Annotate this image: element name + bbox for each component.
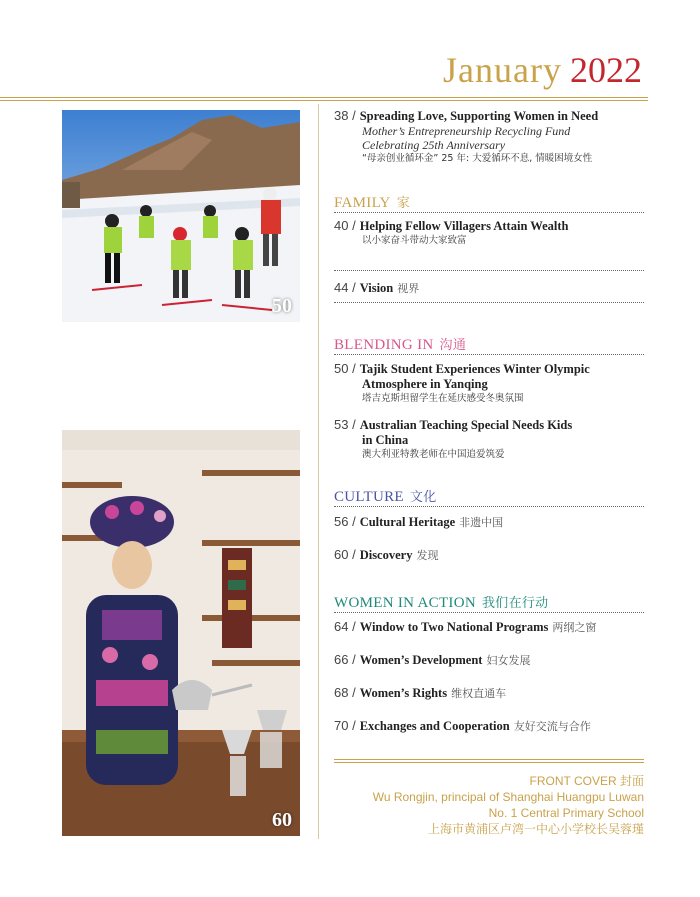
toc-entry-chinese: 澳大利亚特教老师在中国追爱筑爱	[362, 449, 505, 460]
toc-entry-title: Exchanges and Cooperation	[359, 719, 510, 733]
toc-page-number: 70 /	[334, 718, 356, 733]
section-blending-in	[334, 334, 644, 354]
toc-entry-44[interactable]	[334, 280, 644, 296]
toc-entry-title-cont: Atmosphere in Yanqing	[362, 377, 488, 391]
toc-entry-chinese: 发现	[416, 549, 439, 562]
toc-entry-title: Helping Fellow Villagers Attain Wealth	[359, 219, 569, 233]
cover-rule-thin	[334, 762, 644, 763]
cover-caption-chinese: 上海市黄浦区卢湾一中心小学校长吴蓉瑾	[427, 822, 644, 836]
section-title-chinese: 我们在行动	[481, 596, 549, 611]
toc-page-number: 44 /	[334, 280, 356, 295]
toc-entry-70[interactable]	[334, 718, 644, 734]
front-cover-label-en: FRONT COVER	[529, 774, 617, 788]
issue-month: January	[443, 50, 562, 90]
cover-rule	[334, 759, 644, 760]
toc-entry-title: Vision	[359, 281, 394, 295]
toc-entry-38[interactable]	[334, 108, 644, 166]
header-rule-thin	[0, 100, 648, 101]
toc-entry-title: Australian Teaching Special Needs Kids	[359, 418, 573, 432]
section-divider	[334, 612, 644, 613]
photo-woman-coffee	[62, 430, 300, 836]
toc-page-number: 38 /	[334, 108, 356, 123]
toc-entry-chinese: 非遗中国	[459, 516, 504, 529]
header-rule	[0, 97, 648, 98]
section-divider	[334, 506, 644, 507]
toc-entry-chinese: 两纲之窗	[552, 621, 597, 634]
toc-entry-title: Women’s Development	[359, 653, 483, 667]
toc-entry-title: Tajik Student Experiences Winter Olympic	[359, 362, 590, 376]
section-title-chinese: 家	[396, 196, 411, 211]
toc-entry-64[interactable]	[334, 619, 644, 635]
toc-entry-subtitle: Celebrating 25th Anniversary	[362, 138, 506, 152]
photo-page-number: 50	[272, 295, 292, 317]
section-title-chinese: 沟通	[439, 338, 467, 353]
toc-entry-chinese: “母亲创业循环金” 25 年: 大爱循环不息, 情暖困境女性	[362, 153, 593, 164]
toc-entry-68[interactable]	[334, 685, 644, 701]
toc-page-number: 50 /	[334, 361, 356, 376]
issue-year: 2022	[570, 50, 642, 90]
section-family	[334, 192, 644, 212]
toc-page-number: 53 /	[334, 417, 356, 432]
toc-entry-66[interactable]	[334, 652, 644, 668]
toc-entry-60[interactable]	[334, 547, 644, 563]
toc-entry-subtitle: Mother’s Entrepreneurship Recycling Fund	[362, 124, 571, 138]
toc-page-number: 60 /	[334, 547, 356, 562]
toc-entry-title: Women’s Rights	[359, 686, 448, 700]
toc-entry-40[interactable]	[334, 218, 644, 248]
section-title: FAMILY	[334, 195, 391, 211]
toc-page-number: 68 /	[334, 685, 356, 700]
photo-ski-kids	[62, 110, 300, 322]
page-header	[0, 0, 700, 110]
section-title: WOMEN IN ACTION	[334, 595, 476, 611]
section-title: CULTURE	[334, 489, 404, 505]
cover-caption-line: No. 1 Central Primary School	[488, 806, 644, 820]
section-women-in-action	[334, 592, 644, 612]
cover-caption-line: Wu Rongjin, principal of Shanghai Huangpu Luwan	[372, 790, 644, 804]
section-divider	[334, 212, 644, 213]
section-title-chinese: 文化	[409, 490, 437, 505]
photo-page-number: 60	[272, 809, 292, 831]
issue-title	[443, 52, 642, 88]
toc-entry-chinese: 以小家奋斗带动大家致富	[362, 235, 467, 246]
toc-entry-chinese: 视界	[397, 282, 420, 295]
toc-entry-title: Window to Two National Programs	[359, 620, 549, 634]
toc-page-number: 64 /	[334, 619, 356, 634]
ski-scene-image	[62, 110, 300, 322]
section-divider	[334, 354, 644, 355]
toc-entry-chinese: 妇女发展	[486, 654, 531, 667]
woman-coffee-image	[62, 430, 300, 836]
entry-divider	[334, 302, 644, 303]
toc-entry-title: Discovery	[359, 548, 413, 562]
front-cover-label	[373, 773, 644, 789]
toc-page-number: 40 /	[334, 218, 356, 233]
column-divider	[318, 104, 319, 839]
section-culture	[334, 486, 644, 506]
toc-entry-chinese: 塔吉克斯坦留学生在延庆感受冬奥氛围	[362, 393, 524, 404]
front-cover-label-cn: 封面	[619, 774, 644, 788]
section-title: BLENDING IN	[334, 337, 434, 353]
toc-entry-chinese: 友好交流与合作	[513, 720, 591, 733]
front-cover-credit	[373, 773, 644, 837]
toc-entry-56[interactable]	[334, 514, 644, 530]
toc-page-number: 66 /	[334, 652, 356, 667]
toc-entry-title-cont: in China	[362, 433, 409, 447]
toc-entry-title: Spreading Love, Supporting Women in Need	[359, 109, 599, 123]
toc-page-number: 56 /	[334, 514, 356, 529]
toc-entry-53[interactable]	[334, 417, 644, 462]
entry-divider	[334, 270, 644, 271]
toc-entry-title: Cultural Heritage	[359, 515, 456, 529]
toc-entry-chinese: 维权直通车	[451, 687, 507, 700]
toc-entry-50[interactable]	[334, 361, 644, 406]
